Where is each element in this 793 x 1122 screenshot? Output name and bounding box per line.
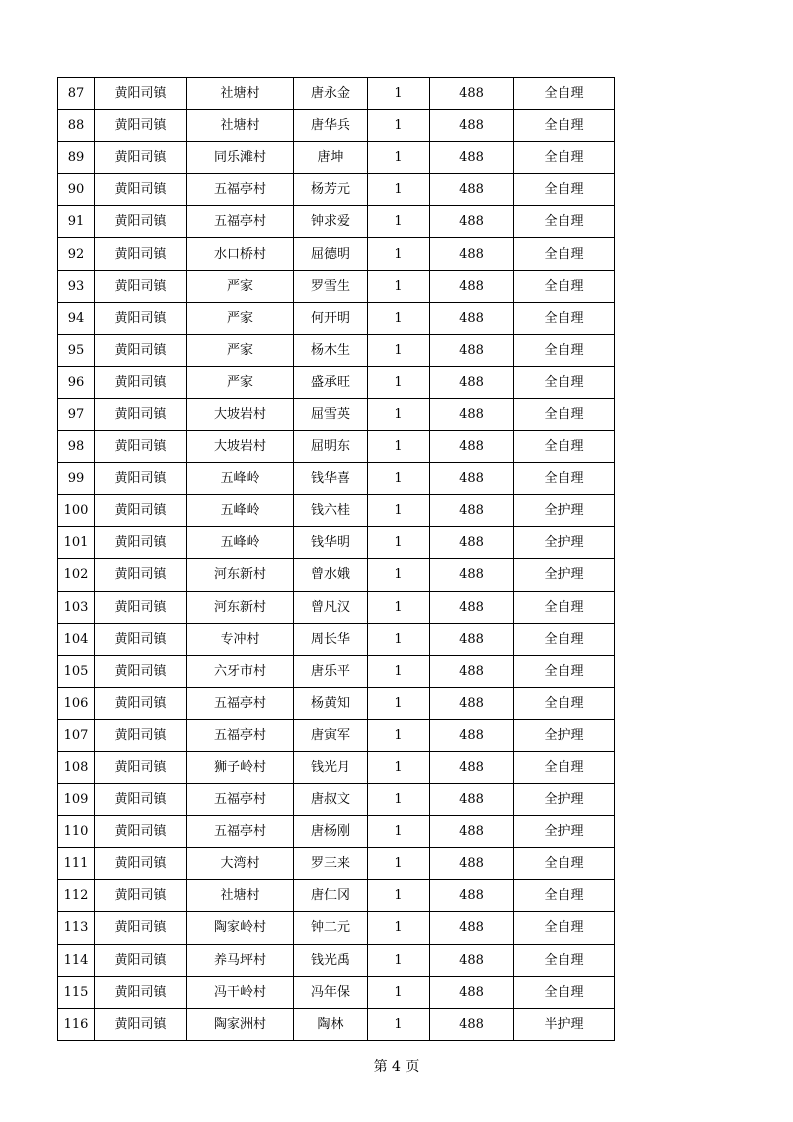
table-row [58,110,615,142]
name-cell: 唐乐平 [294,655,368,687]
row-number-cell: 98 [58,431,95,463]
table-row [58,302,615,334]
table-row [58,463,615,495]
village-cell: 冯干岭村 [187,976,294,1008]
amount-cell: 488 [430,719,514,751]
count-cell: 1 [368,976,430,1008]
care-type-cell: 全自理 [514,334,615,366]
name-cell: 罗雪生 [294,270,368,302]
town-cell: 黄阳司镇 [95,816,187,848]
town-cell: 黄阳司镇 [95,784,187,816]
count-cell: 1 [368,655,430,687]
care-type-cell: 全自理 [514,623,615,655]
name-cell: 钱华喜 [294,463,368,495]
town-cell: 黄阳司镇 [95,463,187,495]
table-row [58,591,615,623]
amount-cell: 488 [430,623,514,655]
count-cell: 1 [368,398,430,430]
row-number-cell: 105 [58,655,95,687]
count-cell: 1 [368,944,430,976]
page-footer [0,1056,793,1076]
village-cell: 五峰岭 [187,495,294,527]
row-number-cell: 96 [58,366,95,398]
village-cell: 五峰岭 [187,527,294,559]
page-label-suffix: 页 [405,1059,420,1075]
name-cell: 盛承旺 [294,366,368,398]
table-row [58,687,615,719]
count-cell: 1 [368,719,430,751]
table-row [58,912,615,944]
table-row [58,1008,615,1040]
amount-cell: 488 [430,816,514,848]
amount-cell: 488 [430,238,514,270]
amount-cell: 488 [430,848,514,880]
row-number-cell: 100 [58,495,95,527]
village-cell: 严家 [187,366,294,398]
village-cell: 陶家岭村 [187,912,294,944]
town-cell: 黄阳司镇 [95,559,187,591]
count-cell: 1 [368,559,430,591]
count-cell: 1 [368,431,430,463]
care-type-cell: 全护理 [514,559,615,591]
row-number-cell: 106 [58,687,95,719]
row-number-cell: 89 [58,142,95,174]
care-type-cell: 全自理 [514,78,615,110]
page-label-prefix: 第 [373,1059,388,1075]
village-cell: 大坡岩村 [187,431,294,463]
table-row [58,976,615,1008]
village-cell: 养马坪村 [187,944,294,976]
row-number-cell: 92 [58,238,95,270]
name-cell: 唐寅军 [294,719,368,751]
count-cell: 1 [368,848,430,880]
name-cell: 屈明东 [294,431,368,463]
row-number-cell: 102 [58,559,95,591]
row-number-cell: 104 [58,623,95,655]
town-cell: 黄阳司镇 [95,751,187,783]
care-type-cell: 全护理 [514,719,615,751]
table-row [58,719,615,751]
town-cell: 黄阳司镇 [95,398,187,430]
table-row [58,848,615,880]
care-type-cell: 全护理 [514,527,615,559]
amount-cell: 488 [430,398,514,430]
table-row [58,206,615,238]
village-cell: 专冲村 [187,623,294,655]
count-cell: 1 [368,527,430,559]
care-type-cell: 全护理 [514,495,615,527]
care-type-cell: 全自理 [514,270,615,302]
row-number-cell: 108 [58,751,95,783]
count-cell: 1 [368,495,430,527]
name-cell: 钟二元 [294,912,368,944]
name-cell: 罗三来 [294,848,368,880]
town-cell: 黄阳司镇 [95,238,187,270]
row-number-cell: 95 [58,334,95,366]
row-number-cell: 99 [58,463,95,495]
table-row [58,816,615,848]
town-cell: 黄阳司镇 [95,431,187,463]
amount-cell: 488 [430,431,514,463]
village-cell: 大坡岩村 [187,398,294,430]
table-row [58,559,615,591]
name-cell: 何开明 [294,302,368,334]
count-cell: 1 [368,751,430,783]
row-number-cell: 103 [58,591,95,623]
name-cell: 钱六桂 [294,495,368,527]
name-cell: 唐杨刚 [294,816,368,848]
amount-cell: 488 [430,655,514,687]
care-type-cell: 全自理 [514,655,615,687]
amount-cell: 488 [430,270,514,302]
amount-cell: 488 [430,110,514,142]
row-number-cell: 88 [58,110,95,142]
row-number-cell: 97 [58,398,95,430]
amount-cell: 488 [430,174,514,206]
count-cell: 1 [368,238,430,270]
amount-cell: 488 [430,784,514,816]
care-type-cell: 全护理 [514,816,615,848]
name-cell: 冯年保 [294,976,368,1008]
village-cell: 河东新村 [187,591,294,623]
village-cell: 六牙市村 [187,655,294,687]
count-cell: 1 [368,78,430,110]
village-cell: 社塘村 [187,880,294,912]
amount-cell: 488 [430,1008,514,1040]
count-cell: 1 [368,591,430,623]
village-cell: 五福亭村 [187,174,294,206]
amount-cell: 488 [430,78,514,110]
name-cell: 唐仁冈 [294,880,368,912]
name-cell: 唐叔文 [294,784,368,816]
count-cell: 1 [368,366,430,398]
town-cell: 黄阳司镇 [95,655,187,687]
count-cell: 1 [368,174,430,206]
name-cell: 唐坤 [294,142,368,174]
care-type-cell: 全自理 [514,302,615,334]
table-row [58,495,615,527]
town-cell: 黄阳司镇 [95,623,187,655]
row-number-cell: 113 [58,912,95,944]
count-cell: 1 [368,302,430,334]
amount-cell: 488 [430,751,514,783]
amount-cell: 488 [430,142,514,174]
table-row [58,238,615,270]
amount-cell: 488 [430,976,514,1008]
village-cell: 严家 [187,334,294,366]
name-cell: 唐永金 [294,78,368,110]
row-number-cell: 91 [58,206,95,238]
count-cell: 1 [368,784,430,816]
town-cell: 黄阳司镇 [95,495,187,527]
row-number-cell: 93 [58,270,95,302]
row-number-cell: 112 [58,880,95,912]
town-cell: 黄阳司镇 [95,270,187,302]
amount-cell: 488 [430,206,514,238]
care-type-cell: 全自理 [514,431,615,463]
name-cell: 杨木生 [294,334,368,366]
count-cell: 1 [368,463,430,495]
amount-cell: 488 [430,463,514,495]
village-cell: 水口桥村 [187,238,294,270]
village-cell: 五福亭村 [187,687,294,719]
count-cell: 1 [368,623,430,655]
amount-cell: 488 [430,495,514,527]
count-cell: 1 [368,110,430,142]
roster-body [58,78,615,1041]
town-cell: 黄阳司镇 [95,174,187,206]
table-row [58,366,615,398]
table-row [58,880,615,912]
town-cell: 黄阳司镇 [95,334,187,366]
amount-cell: 488 [430,591,514,623]
page-number: 4 [392,1059,401,1075]
row-number-cell: 115 [58,976,95,1008]
town-cell: 黄阳司镇 [95,302,187,334]
name-cell: 钱华明 [294,527,368,559]
care-type-cell: 全自理 [514,591,615,623]
count-cell: 1 [368,270,430,302]
village-cell: 五峰岭 [187,463,294,495]
name-cell: 杨黄知 [294,687,368,719]
town-cell: 黄阳司镇 [95,527,187,559]
table-row [58,174,615,206]
village-cell: 社塘村 [187,78,294,110]
count-cell: 1 [368,206,430,238]
amount-cell: 488 [430,302,514,334]
village-cell: 大湾村 [187,848,294,880]
table-row [58,751,615,783]
care-type-cell: 全护理 [514,784,615,816]
table-row [58,398,615,430]
village-cell: 五福亭村 [187,784,294,816]
amount-cell: 488 [430,687,514,719]
town-cell: 黄阳司镇 [95,1008,187,1040]
care-type-cell: 全自理 [514,944,615,976]
roster-table [57,77,615,1041]
name-cell: 杨芳元 [294,174,368,206]
name-cell: 唐华兵 [294,110,368,142]
count-cell: 1 [368,880,430,912]
name-cell: 周长华 [294,623,368,655]
table-row [58,944,615,976]
table-row [58,431,615,463]
table-row [58,527,615,559]
care-type-cell: 全自理 [514,206,615,238]
care-type-cell: 全自理 [514,751,615,783]
care-type-cell: 全自理 [514,366,615,398]
name-cell: 钱光月 [294,751,368,783]
care-type-cell: 全自理 [514,238,615,270]
village-cell: 五福亭村 [187,206,294,238]
village-cell: 狮子岭村 [187,751,294,783]
town-cell: 黄阳司镇 [95,944,187,976]
count-cell: 1 [368,142,430,174]
row-number-cell: 109 [58,784,95,816]
table-row [58,334,615,366]
care-type-cell: 全自理 [514,463,615,495]
row-number-cell: 110 [58,816,95,848]
care-type-cell: 半护理 [514,1008,615,1040]
village-cell: 社塘村 [187,110,294,142]
amount-cell: 488 [430,944,514,976]
town-cell: 黄阳司镇 [95,78,187,110]
town-cell: 黄阳司镇 [95,912,187,944]
table-row [58,78,615,110]
care-type-cell: 全自理 [514,110,615,142]
village-cell: 陶家洲村 [187,1008,294,1040]
row-number-cell: 107 [58,719,95,751]
count-cell: 1 [368,687,430,719]
town-cell: 黄阳司镇 [95,206,187,238]
amount-cell: 488 [430,912,514,944]
table-row [58,270,615,302]
row-number-cell: 94 [58,302,95,334]
town-cell: 黄阳司镇 [95,880,187,912]
care-type-cell: 全自理 [514,142,615,174]
town-cell: 黄阳司镇 [95,110,187,142]
amount-cell: 488 [430,880,514,912]
name-cell: 屈德明 [294,238,368,270]
name-cell: 屈雪英 [294,398,368,430]
row-number-cell: 90 [58,174,95,206]
name-cell: 陶林 [294,1008,368,1040]
table-row [58,655,615,687]
care-type-cell: 全自理 [514,848,615,880]
town-cell: 黄阳司镇 [95,687,187,719]
village-cell: 严家 [187,302,294,334]
care-type-cell: 全自理 [514,912,615,944]
town-cell: 黄阳司镇 [95,366,187,398]
town-cell: 黄阳司镇 [95,719,187,751]
care-type-cell: 全自理 [514,398,615,430]
row-number-cell: 101 [58,527,95,559]
count-cell: 1 [368,1008,430,1040]
town-cell: 黄阳司镇 [95,591,187,623]
name-cell: 曾水娥 [294,559,368,591]
care-type-cell: 全自理 [514,687,615,719]
name-cell: 曾凡汉 [294,591,368,623]
amount-cell: 488 [430,334,514,366]
amount-cell: 488 [430,527,514,559]
village-cell: 严家 [187,270,294,302]
care-type-cell: 全自理 [514,976,615,1008]
name-cell: 钱光禹 [294,944,368,976]
care-type-cell: 全自理 [514,880,615,912]
table-row [58,784,615,816]
table-row [58,623,615,655]
row-number-cell: 116 [58,1008,95,1040]
town-cell: 黄阳司镇 [95,848,187,880]
name-cell: 钟求爱 [294,206,368,238]
village-cell: 五福亭村 [187,816,294,848]
care-type-cell: 全自理 [514,174,615,206]
amount-cell: 488 [430,366,514,398]
row-number-cell: 114 [58,944,95,976]
row-number-cell: 111 [58,848,95,880]
count-cell: 1 [368,816,430,848]
table-row [58,142,615,174]
amount-cell: 488 [430,559,514,591]
village-cell: 河东新村 [187,559,294,591]
count-cell: 1 [368,334,430,366]
row-number-cell: 87 [58,78,95,110]
village-cell: 同乐滩村 [187,142,294,174]
count-cell: 1 [368,912,430,944]
town-cell: 黄阳司镇 [95,976,187,1008]
village-cell: 五福亭村 [187,719,294,751]
town-cell: 黄阳司镇 [95,142,187,174]
